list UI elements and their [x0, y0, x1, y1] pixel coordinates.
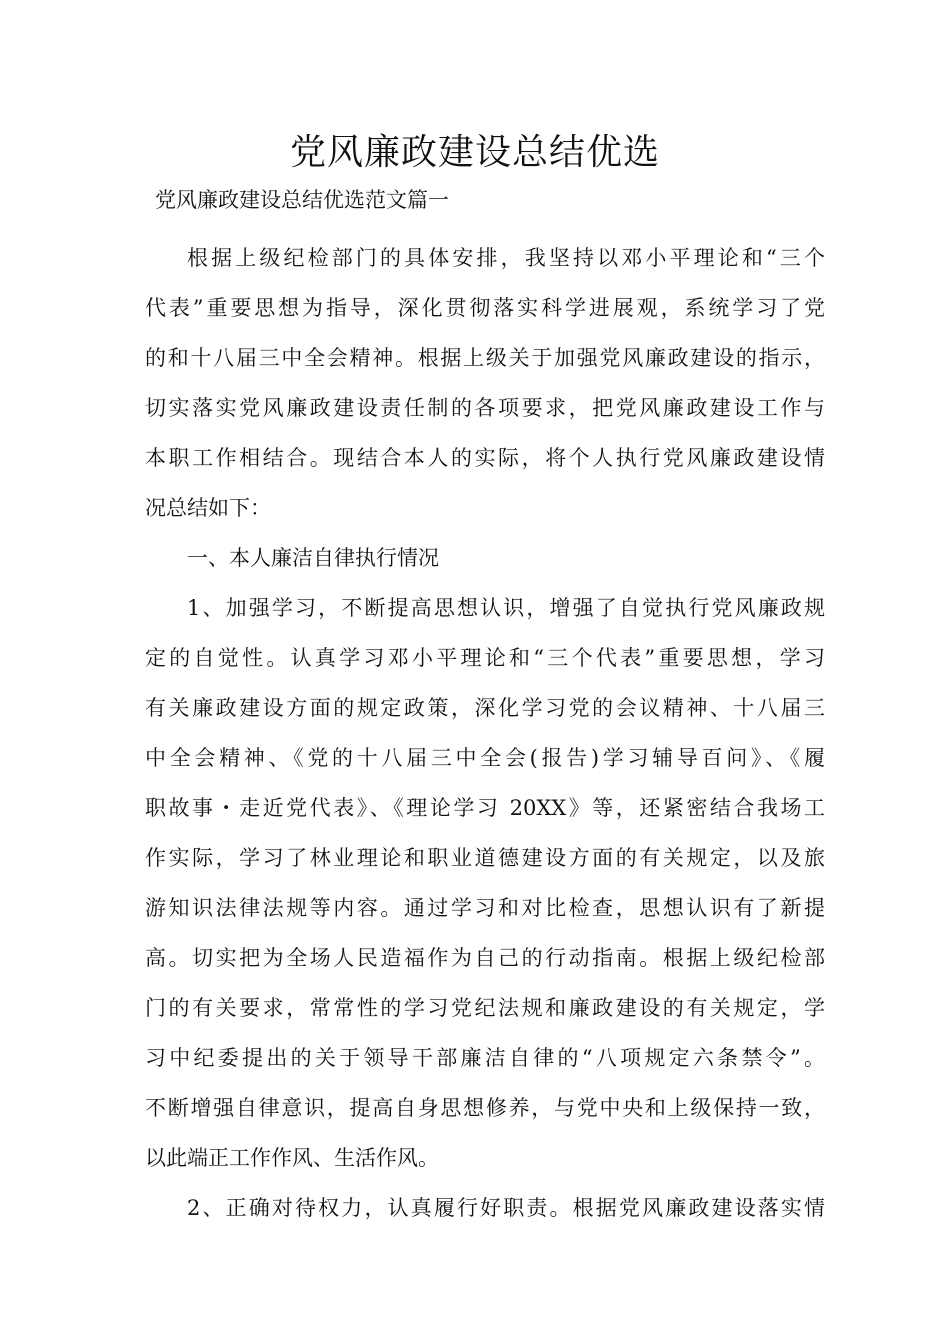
paragraph-line: 本职工作相结合。现结合本人的实际，将个人执行党风廉政建设情 — [145, 446, 825, 470]
paragraph-line: 1、加强学习，不断提高思想认识，增强了自觉执行党风廉政规 — [187, 596, 825, 620]
paragraph-line: 习中纪委提出的关于领导干部廉洁自律的“八项规定六条禁令”。 — [145, 1046, 825, 1070]
document-body — [145, 233, 825, 1233]
paragraph-line: 定的自觉性。认真学习邓小平理论和“三个代表”重要思想，学习 — [145, 646, 825, 670]
paragraph-line: 的和十八届三中全会精神。根据上级关于加强党风廉政建设的指示， — [145, 346, 825, 370]
paragraph-line: 根据上级纪检部门的具体安排，我坚持以邓小平理论和“三个 — [187, 246, 825, 270]
paragraph-line: 高。切实把为全场人民造福作为自己的行动指南。根据上级纪检部 — [145, 946, 825, 970]
document-title: 党风廉政建设总结优选 — [289, 132, 660, 173]
paragraph-line: 代表”重要思想为指导，深化贯彻落实科学进展观，系统学习了党 — [145, 296, 825, 320]
paragraph-line: 不断增强自律意识，提高自身思想修养，与党中央和上级保持一致， — [145, 1096, 825, 1120]
paragraph-line: 以此端正工作作风、生活作风。 — [145, 1146, 439, 1170]
paragraph-line: 2、正确对待权力，认真履行好职责。根据党风廉政建设落实情 — [187, 1196, 825, 1220]
paragraph-line: 切实落实党风廉政建设责任制的各项要求，把党风廉政建设工作与 — [145, 396, 825, 420]
paragraph-line: 有关廉政建设方面的规定政策，深化学习党的会议精神、十八届三 — [145, 696, 825, 720]
document-subtitle: 党风廉政建设总结优选范文篇一 — [155, 188, 449, 212]
paragraph-line: 游知识法律法规等内容。通过学习和对比检查，思想认识有了新提 — [145, 896, 825, 920]
section-heading: 一、本人廉洁自律执行情况 — [187, 546, 439, 570]
paragraph-line: 门的有关要求，常常性的学习党纪法规和廉政建设的有关规定，学 — [145, 996, 825, 1020]
paragraph-line: 况总结如下： — [145, 496, 271, 520]
paragraph-line: 中全会精神、《党的十八届三中全会(报告)学习辅导百问》、《履 — [145, 746, 825, 770]
paragraph-line: 作实际，学习了林业理论和职业道德建设方面的有关规定，以及旅 — [145, 846, 825, 870]
paragraph-line: 职故事・走近党代表》、《理论学习 20XX》等，还紧密结合我场工 — [145, 796, 825, 820]
